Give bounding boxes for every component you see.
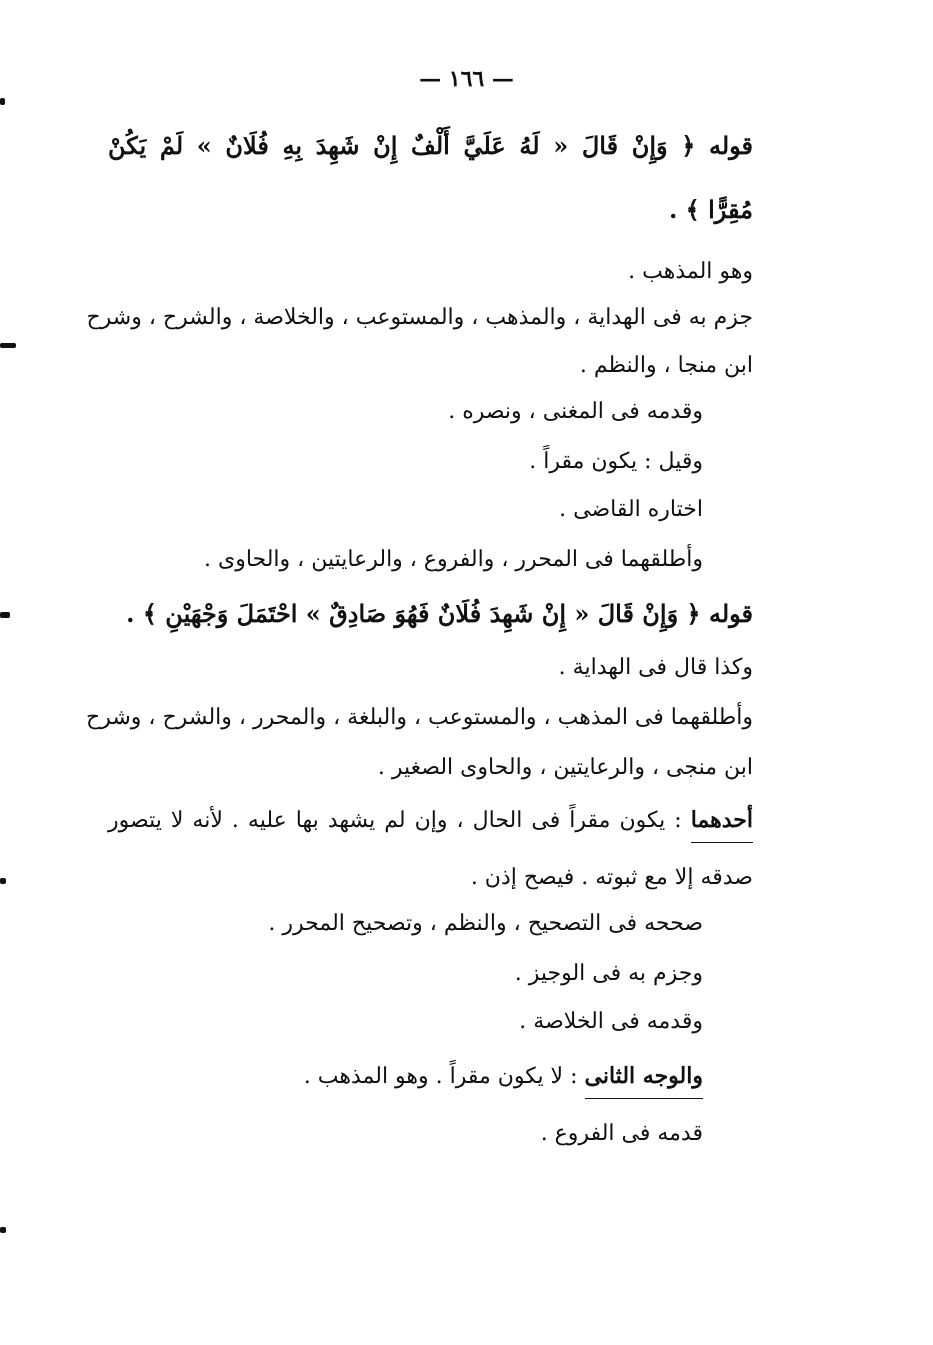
text-line-14: [108, 800, 753, 840]
text-line-3: وهو المذهب .: [628, 259, 753, 284]
text-line-2: مُقِرًّا ﴾ .: [668, 195, 753, 224]
text-line-10: قوله ﴿ وَإِنْ قَالَ « إِنْ شَهِدَ فُلَانٌ فَهُوَ صَادِقٌ » احْتَمَلَ وَجْهَيْنِ ﴾ .: [126, 599, 753, 628]
text-line-12: وأطلقهما فى المذهب ، والمستوعب ، والبلغة ، والمحرر ، والشرح ، وشرح: [86, 705, 753, 730]
text-line-4: جزم به فى الهداية ، والمذهب ، والمستوعب ، والخلاصة ، والشرح ، وشرح: [86, 305, 753, 330]
text-line-5: ابن منجا ، والنظم .: [579, 353, 753, 378]
text-line-7: وقيل : يكون مقراً .: [529, 449, 703, 474]
text-line-9: وأطلقهما فى المحرر ، والفروع ، والرعايتين ، والحاوى .: [203, 547, 703, 572]
text-line-13: ابن منجى ، والرعايتين ، والحاوى الصغير .: [377, 755, 753, 780]
margin-mark: [0, 343, 16, 348]
page-number: — ١٦٦ —: [419, 66, 514, 92]
text-line-20: قدمه فى الفروع .: [540, 1121, 703, 1146]
margin-mark: [0, 98, 5, 105]
margin-mark: [0, 1227, 6, 1233]
margin-mark: [0, 612, 10, 618]
text-line-18: وقدمه فى الخلاصة .: [519, 1009, 703, 1034]
text-line-8: اختاره القاضى .: [559, 497, 703, 522]
text-line-1: قوله ﴿ وَإِنْ قَالَ « لَهُ عَلَيَّ أَلْفٌ إِنْ شَهِدَ بِهِ فُلَانٌ » لَمْ يَكُنْ: [108, 131, 753, 160]
text-line-16: صححه فى التصحيح ، والنظم ، وتصحيح المحرر .: [268, 911, 703, 936]
text-line-14-rest: : يكون مقراً فى الحال ، وإن لم يشهد بها عليه . لأنه لا يتصور: [108, 808, 691, 833]
text-line-19: [304, 1056, 703, 1096]
text-line-15: صدقه إلا مع ثبوته . فيصح إذن .: [470, 865, 753, 890]
text-line-6: وقدمه فى المغنى ، ونصره .: [448, 399, 703, 424]
keyword-second-opinion: والوجه الثانى: [584, 1063, 703, 1089]
text-line-11: وكذا قال فى الهداية .: [558, 655, 753, 680]
text-line-19-rest: : لا يكون مقراً . وهو المذهب .: [303, 1064, 585, 1089]
margin-mark: [0, 878, 6, 884]
text-line-17: وجزم به فى الوجيز .: [514, 961, 703, 986]
keyword-first-opinion: أحدهما: [690, 807, 753, 833]
